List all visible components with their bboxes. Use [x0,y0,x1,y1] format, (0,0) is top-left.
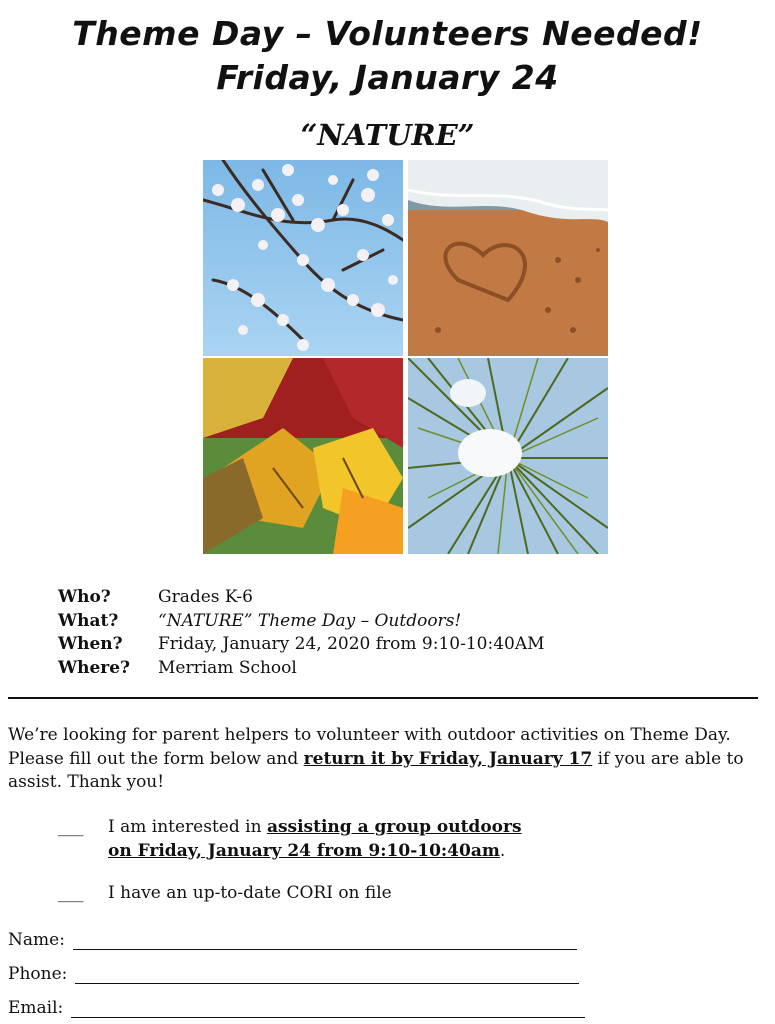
detail-row-where [58,657,545,681]
detail-value: Friday, January 24, 2020 from 9:10-10:40AM [158,634,545,654]
event-details [58,586,545,680]
intro-text-end: if you are able to assist. Thank you! [8,748,744,792]
check-emphasis: assisting a group outdoors [266,817,522,837]
email-label: Email: [8,998,64,1018]
return-deadline: return it by Friday, January 17 [303,748,593,769]
check-text: I am interested in [108,817,267,837]
snowy-pine-photo [408,358,608,554]
name-input-line[interactable] [73,931,577,950]
phone-input-line[interactable] [75,965,579,984]
checkbox-item-cori[interactable] [58,882,392,906]
check-text: I have an up-to-date CORI on file [108,883,392,903]
cherry-blossom-photo [203,160,403,356]
email-field [8,998,585,1018]
detail-value: Grades K-6 [158,587,253,607]
name-field [8,930,577,950]
event-date-heading: Friday, January 24 [216,58,559,97]
detail-label: Where? [58,657,131,678]
name-label: Name: [8,930,65,950]
detail-label: What? [58,610,119,631]
detail-label: Who? [58,587,111,607]
intro-paragraph [8,724,768,795]
detail-label: When? [58,634,123,654]
checkbox-item-assist[interactable] [58,816,522,863]
autumn-leaves-photo [203,358,403,554]
detail-value: Merriam School [158,657,297,678]
phone-label: Phone: [8,964,68,984]
page-title: Theme Day – Volunteers Needed! [72,14,703,53]
detail-row-when [58,633,545,657]
section-divider [8,697,758,699]
beach-heart-photo [408,160,608,356]
detail-value: “NATURE” Theme Day – Outdoors! [158,610,462,631]
check-blank[interactable]: ___ [58,817,84,837]
intro-text: We’re looking for parent helpers to volunteer with outdoor activities on Theme Day. Please fill out the form below and [8,725,731,769]
email-input-line[interactable] [71,999,585,1018]
check-text-end: . [499,840,506,861]
phone-field [8,964,579,984]
detail-row-who [58,586,545,610]
detail-row-what [58,610,545,634]
check-emphasis: on Friday, January 24 from 9:10-10:40am [108,840,500,861]
theme-name: “NATURE” [300,118,475,152]
check-blank[interactable]: ___ [58,883,84,903]
